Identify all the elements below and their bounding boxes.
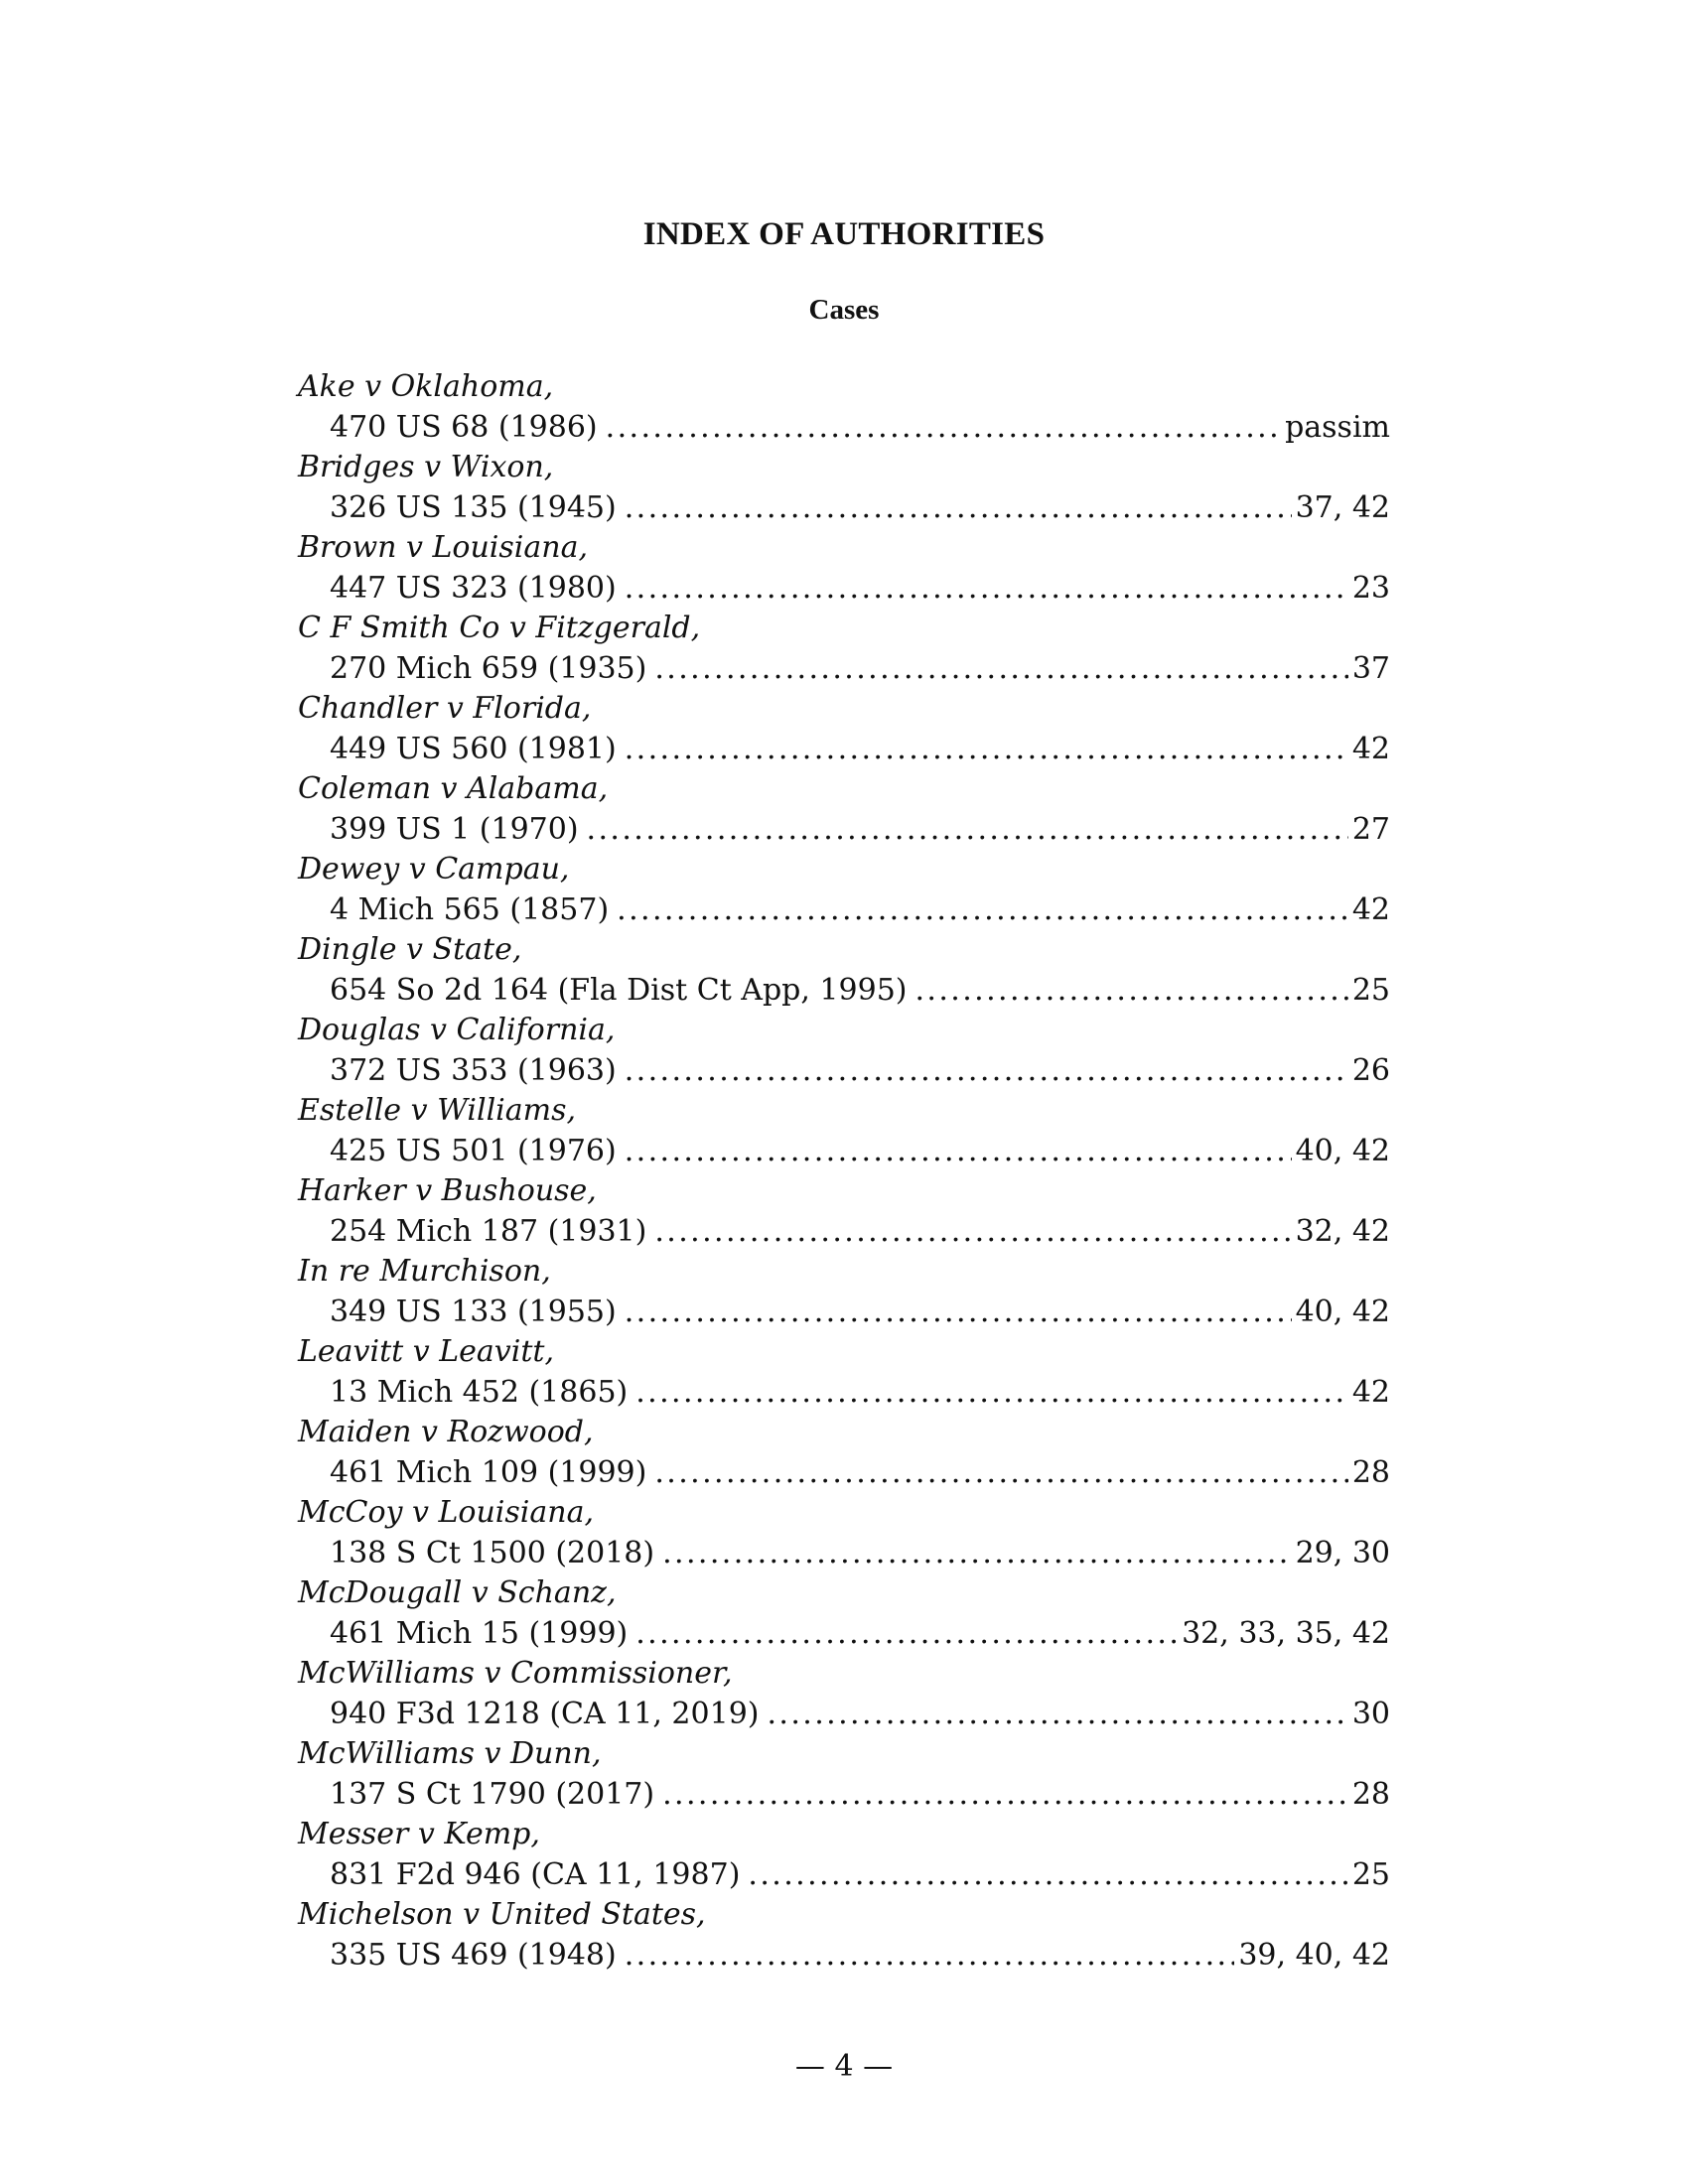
citation: 254 Mich 187 (1931) xyxy=(330,1213,647,1249)
case-name: Coleman v Alabama, xyxy=(298,771,609,806)
citation: 4 Mich 565 (1857) xyxy=(330,891,610,927)
dot-leader xyxy=(654,1453,1347,1494)
dot-leader xyxy=(654,1212,1291,1253)
citation: 326 US 135 (1945) xyxy=(330,489,617,525)
citation: 335 US 469 (1948) xyxy=(330,1937,617,1973)
case-name: Estelle v Williams, xyxy=(298,1093,577,1128)
dot-leader xyxy=(625,488,1292,529)
authority-entry xyxy=(298,528,1390,609)
dot-leader xyxy=(635,1373,1348,1414)
dot-leader xyxy=(606,408,1281,449)
case-name: Brown v Louisiana, xyxy=(298,530,588,565)
citation-line xyxy=(298,488,1390,529)
dot-leader xyxy=(625,1132,1292,1172)
case-name: Ake v Oklahoma, xyxy=(298,369,554,404)
page-references: 37 xyxy=(1351,650,1390,686)
authority-entry xyxy=(298,1654,1390,1734)
citation-line xyxy=(298,1212,1390,1253)
page-references: 27 xyxy=(1351,811,1390,847)
citation-line xyxy=(298,890,1390,931)
case-name: Leavitt v Leavitt, xyxy=(298,1334,554,1369)
page-references: 42 xyxy=(1351,1374,1390,1410)
case-name: McDougall v Schanz, xyxy=(298,1575,617,1610)
citation: 13 Mich 452 (1865) xyxy=(330,1374,629,1410)
dot-leader xyxy=(914,971,1347,1012)
dot-leader xyxy=(767,1695,1347,1735)
authority-entry xyxy=(298,850,1390,930)
authority-entry xyxy=(298,1332,1390,1413)
citation: 461 Mich 15 (1999) xyxy=(330,1615,629,1651)
citation: 447 US 323 (1980) xyxy=(330,570,617,606)
citation-line xyxy=(298,569,1390,610)
page-references: 26 xyxy=(1351,1052,1390,1088)
case-name: Michelson v United States, xyxy=(298,1897,706,1932)
citation-line xyxy=(298,408,1390,449)
citation: 349 US 133 (1955) xyxy=(330,1294,617,1329)
authority-entry xyxy=(298,1895,1390,1976)
case-name: Maiden v Rozwood, xyxy=(298,1415,594,1449)
citation: 399 US 1 (1970) xyxy=(330,811,579,847)
page-references: 28 xyxy=(1351,1454,1390,1490)
authorities-list xyxy=(298,367,1390,1976)
page-references: 39, 40, 42 xyxy=(1238,1937,1390,1973)
page-references: 40, 42 xyxy=(1295,1133,1390,1168)
page-references: 25 xyxy=(1351,972,1390,1008)
case-name: C F Smith Co v Fitzgerald, xyxy=(298,611,701,645)
authority-entry xyxy=(298,1011,1390,1091)
citation-line xyxy=(298,1373,1390,1414)
page-references: 23 xyxy=(1351,570,1390,606)
authority-entry xyxy=(298,1413,1390,1493)
authority-entry xyxy=(298,1573,1390,1654)
citation-line xyxy=(298,1775,1390,1816)
case-name: McWilliams v Dunn, xyxy=(298,1736,602,1771)
case-name: Chandler v Florida, xyxy=(298,691,592,726)
citation-line xyxy=(298,1855,1390,1896)
authority-entry xyxy=(298,689,1390,769)
page-title: INDEX OF AUTHORITIES xyxy=(642,216,1046,252)
page-references: 29, 30 xyxy=(1295,1535,1390,1570)
dot-leader xyxy=(625,569,1348,610)
dot-leader xyxy=(662,1534,1292,1574)
case-name: Harker v Bushouse, xyxy=(298,1173,597,1208)
citation: 940 F3d 1218 (CA 11, 2019) xyxy=(330,1696,760,1731)
citation: 461 Mich 109 (1999) xyxy=(330,1454,647,1490)
case-name: McCoy v Louisiana, xyxy=(298,1495,595,1530)
citation-line xyxy=(298,730,1390,770)
case-name: Bridges v Wixon, xyxy=(298,450,554,484)
authority-entry xyxy=(298,1734,1390,1815)
authority-entry xyxy=(298,1091,1390,1171)
case-name: In re Murchison, xyxy=(298,1254,551,1289)
authority-entry xyxy=(298,1815,1390,1895)
dot-leader xyxy=(654,649,1347,690)
citation: 831 F2d 946 (CA 11, 1987) xyxy=(330,1856,741,1892)
section-title: Cases xyxy=(808,294,880,326)
case-name: Dewey v Campau, xyxy=(298,852,570,887)
citation: 425 US 501 (1976) xyxy=(330,1133,617,1168)
citation: 137 S Ct 1790 (2017) xyxy=(330,1776,655,1812)
dot-leader xyxy=(587,810,1348,851)
citation-line xyxy=(298,1051,1390,1092)
citation: 470 US 68 (1986) xyxy=(330,409,598,445)
authority-entry xyxy=(298,1252,1390,1332)
dot-leader xyxy=(635,1614,1178,1655)
citation: 372 US 353 (1963) xyxy=(330,1052,617,1088)
dot-leader xyxy=(625,730,1348,770)
citation: 270 Mich 659 (1935) xyxy=(330,650,647,686)
page-references: 32, 33, 35, 42 xyxy=(1182,1615,1390,1651)
citation-line xyxy=(298,1614,1390,1655)
authority-entry xyxy=(298,1493,1390,1573)
citation-line xyxy=(298,1695,1390,1735)
authority-entry xyxy=(298,367,1390,448)
page-references: 42 xyxy=(1351,731,1390,766)
citation-line xyxy=(298,1453,1390,1494)
page-references: 30 xyxy=(1351,1696,1390,1731)
page-references: 28 xyxy=(1351,1776,1390,1812)
dot-leader xyxy=(625,1293,1292,1333)
citation-line xyxy=(298,810,1390,851)
page-references: passim xyxy=(1285,409,1390,445)
authority-entry xyxy=(298,930,1390,1011)
citation-line xyxy=(298,1132,1390,1172)
case-name: Messer v Kemp, xyxy=(298,1817,540,1851)
dot-leader xyxy=(617,890,1348,931)
case-name: Dingle v State, xyxy=(298,932,522,967)
citation-line xyxy=(298,1936,1390,1977)
citation: 654 So 2d 164 (Fla Dist Ct App, 1995) xyxy=(330,972,908,1008)
dot-leader xyxy=(662,1775,1348,1816)
page-references: 40, 42 xyxy=(1295,1294,1390,1329)
page-number: — 4 — xyxy=(794,2049,894,2084)
case-name: Douglas v California, xyxy=(298,1013,616,1047)
dot-leader xyxy=(625,1936,1235,1977)
citation-line xyxy=(298,971,1390,1012)
authority-entry xyxy=(298,769,1390,850)
authority-entry xyxy=(298,448,1390,528)
citation-line xyxy=(298,649,1390,690)
authority-entry xyxy=(298,1171,1390,1252)
authority-entry xyxy=(298,609,1390,689)
citation: 138 S Ct 1500 (2018) xyxy=(330,1535,655,1570)
dot-leader xyxy=(625,1051,1348,1092)
page-references: 42 xyxy=(1351,891,1390,927)
citation: 449 US 560 (1981) xyxy=(330,731,617,766)
citation-line xyxy=(298,1534,1390,1574)
dot-leader xyxy=(748,1855,1347,1896)
page-references: 37, 42 xyxy=(1295,489,1390,525)
case-name: McWilliams v Commissioner, xyxy=(298,1656,733,1691)
page-references: 25 xyxy=(1351,1856,1390,1892)
citation-line xyxy=(298,1293,1390,1333)
page-references: 32, 42 xyxy=(1295,1213,1390,1249)
